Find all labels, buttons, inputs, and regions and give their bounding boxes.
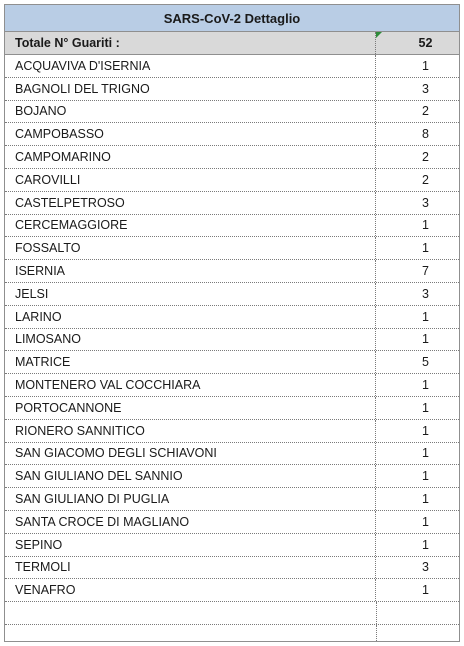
table-row	[5, 534, 459, 557]
table-row	[5, 397, 459, 420]
recovered-count: 1	[422, 537, 429, 552]
table-row	[5, 488, 459, 511]
municipality-list	[5, 55, 459, 602]
table-row	[5, 579, 459, 602]
empty-row	[5, 625, 459, 642]
recovered-count: 1	[422, 492, 429, 507]
municipality-name: CASTELPETROSO	[5, 192, 376, 214]
table-row	[5, 215, 459, 238]
table-row	[5, 146, 459, 169]
recovered-count: 2	[422, 150, 429, 165]
recovered-count: 1	[422, 309, 429, 324]
total-label: Totale N° Guariti :	[5, 32, 376, 54]
municipality-name: MONTENERO VAL COCCHIARA	[5, 374, 376, 396]
municipality-name: CAROVILLI	[5, 169, 376, 191]
municipality-name: TERMOLI	[5, 557, 376, 579]
recovered-count: 1	[422, 400, 429, 415]
municipality-name: CAMPOBASSO	[5, 123, 376, 145]
table-row	[5, 557, 459, 580]
recovered-count: 1	[422, 58, 429, 73]
municipality-name: SAN GIULIANO DEL SANNIO	[5, 465, 376, 487]
recovered-count: 1	[422, 583, 429, 598]
table-row	[5, 192, 459, 215]
municipality-name: FOSSALTO	[5, 237, 376, 259]
municipality-name: BOJANO	[5, 101, 376, 123]
municipality-name: ISERNIA	[5, 260, 376, 282]
recovered-count: 1	[422, 332, 429, 347]
cell-comment-indicator-icon	[376, 32, 382, 38]
recovered-count: 3	[422, 560, 429, 575]
table-row	[5, 169, 459, 192]
municipality-name: SANTA CROCE DI MAGLIANO	[5, 511, 376, 533]
table-row	[5, 420, 459, 443]
empty-cell	[5, 625, 377, 642]
municipality-name: SAN GIULIANO DI PUGLIA	[5, 488, 376, 510]
table-row	[5, 306, 459, 329]
recovered-count: 3	[422, 195, 429, 210]
total-value: 52	[418, 36, 433, 50]
municipality-name: PORTOCANNONE	[5, 397, 376, 419]
municipality-name: SAN GIACOMO DEGLI SCHIAVONI	[5, 443, 376, 465]
table-row	[5, 511, 459, 534]
recovered-count: 1	[422, 446, 429, 461]
municipality-name: LIMOSANO	[5, 329, 376, 351]
municipality-name: ACQUAVIVA D'ISERNIA	[5, 55, 376, 77]
recovered-count: 1	[422, 218, 429, 233]
municipality-name: CAMPOMARINO	[5, 146, 376, 168]
table-row	[5, 123, 459, 146]
table-row	[5, 374, 459, 397]
table-row	[5, 283, 459, 306]
municipality-name: BAGNOLI DEL TRIGNO	[5, 78, 376, 100]
table-row	[5, 101, 459, 124]
table-row	[5, 55, 459, 78]
table-row	[5, 351, 459, 374]
recovered-count: 8	[422, 127, 429, 142]
recovered-count: 1	[422, 514, 429, 529]
municipality-name: VENAFRO	[5, 579, 376, 601]
table-row	[5, 78, 459, 101]
municipality-name: CERCEMAGGIORE	[5, 215, 376, 237]
table-row	[5, 237, 459, 260]
recovered-count: 2	[422, 172, 429, 187]
recovered-count: 3	[422, 81, 429, 96]
spreadsheet-table	[4, 4, 460, 642]
total-value-cell	[376, 32, 459, 54]
recovered-count: 5	[422, 355, 429, 370]
recovered-count: 7	[422, 264, 429, 279]
recovered-count: 3	[422, 286, 429, 301]
table-row	[5, 465, 459, 488]
recovered-count: 1	[422, 423, 429, 438]
municipality-name: JELSI	[5, 283, 376, 305]
table-row	[5, 260, 459, 283]
recovered-count: 2	[422, 104, 429, 119]
recovered-count: 1	[422, 241, 429, 256]
empty-cell	[5, 602, 377, 624]
recovered-count: 1	[422, 469, 429, 484]
municipality-name: LARINO	[5, 306, 376, 328]
table-row	[5, 443, 459, 466]
municipality-name: RIONERO SANNITICO	[5, 420, 376, 442]
total-row	[5, 32, 459, 55]
municipality-name: SEPINO	[5, 534, 376, 556]
table-title: SARS-CoV-2 Dettaglio	[5, 5, 459, 32]
empty-row	[5, 602, 459, 625]
table-row	[5, 329, 459, 352]
municipality-name: MATRICE	[5, 351, 376, 373]
recovered-count: 1	[422, 378, 429, 393]
